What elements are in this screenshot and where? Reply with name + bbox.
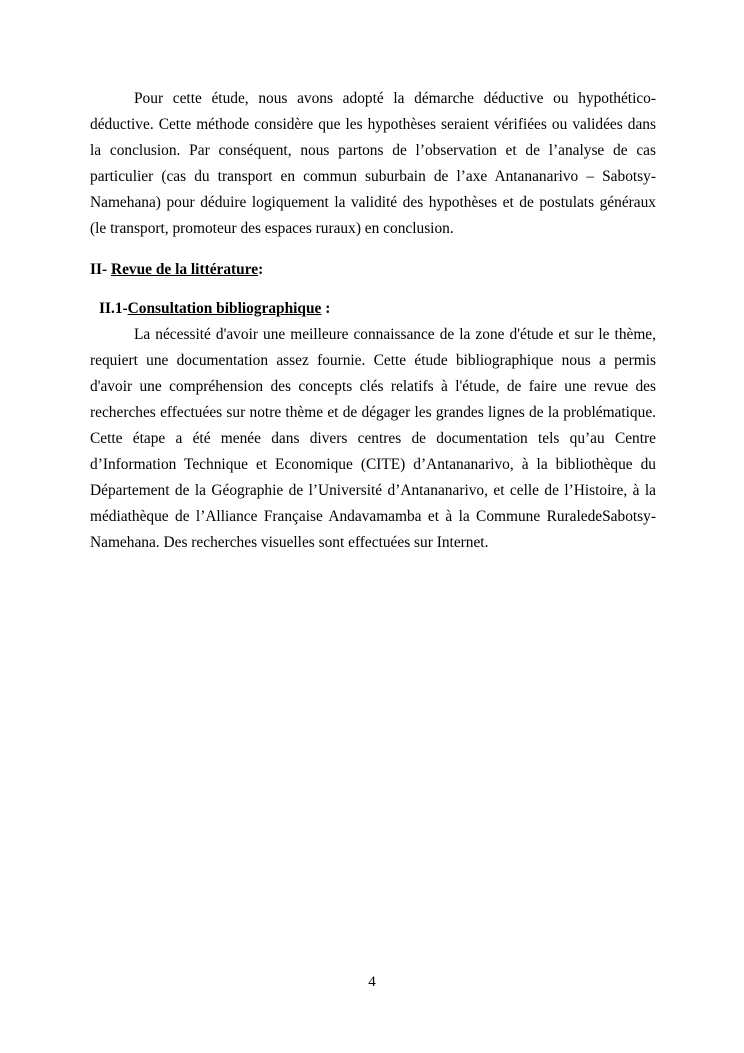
section-heading-title: Revue de la littérature bbox=[110, 261, 259, 278]
page-number: 4 bbox=[368, 974, 376, 990]
subsection-heading-title: Consultation bibliographique bbox=[127, 300, 322, 317]
subsection-heading-colon: : bbox=[321, 300, 331, 317]
section-heading bbox=[90, 257, 656, 283]
page-content bbox=[90, 86, 656, 556]
section-heading-colon: : bbox=[258, 261, 264, 278]
subsection-heading bbox=[99, 296, 656, 322]
paragraph-methodology: Pour cette étude, nous avons adopté la démarche déductive ou hypothético-déductive. Cette méthode considère que les hypothèses seraient vérifiées ou validées dans la conclusion. Par conséquent, nous partons de l’observation et de l’analyse de cas particulier (cas du transport en commun suburbain de l’axe Antananarivo – Sabotsy-Namehana) pour déduire logiquement la validité des hypothèses et de postulats généraux (le transport, promoteur des espaces ruraux) en conclusion. bbox=[90, 90, 656, 237]
section-heading-number: II- bbox=[90, 261, 111, 278]
subsection-heading-number: II.1- bbox=[99, 300, 128, 317]
paragraph-bibliography: La nécessité d'avoir une meilleure connaissance de la zone d'étude et sur le thème, requiert une documentation assez fournie. Cette étude bibliographique nous a permis d'avoir une compréhension des concepts clés relatifs à l'étude, de faire une revue des recherches effectuées sur notre thème et de dégager les grandes lignes de la problématique. Cette étape a été menée dans divers centres de documentation tels qu’au Centre d’Information Technique et Economique (CITE) d’Antananarivo, à la bibliothèque du Département de la Géographie de l’Université d’Antananarivo, et celle de l’Histoire, à la médiathèque de l’Alliance Française Andavamamba et à la Commune RuraledeSabotsy-Namehana. Des recherches visuelles sont effectuées sur Internet. bbox=[90, 326, 656, 551]
